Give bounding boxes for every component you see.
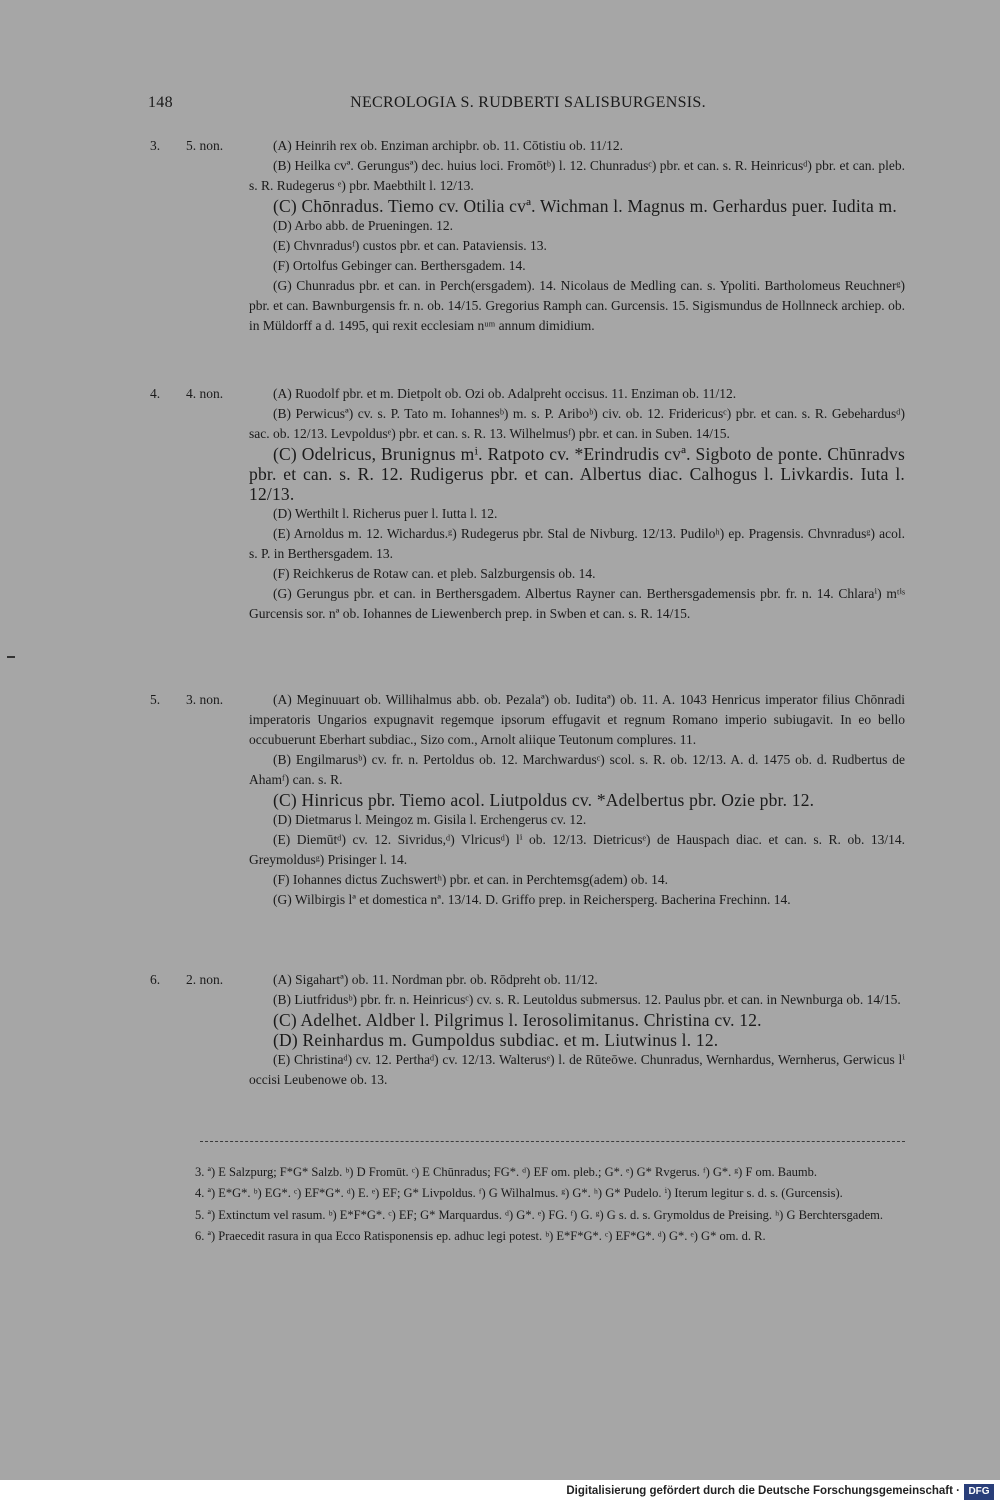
running-title: NECROLOGIA S. RUDBERTI SALISBURGENSIS. bbox=[350, 94, 706, 111]
entry-paragraph: (B) Perwicusª) cv. s. P. Tato m. Iohannesᵇ) m. s. P. Ariboᵇ) civ. ob. 12. Fridericusᶜ) pbr. et can. s. R. Gebehardusᵈ) sac. ob. 12/13. Levpoldusᵉ) pbr. et can. s. R. 13. Wilhelmusᶠ) pbr. et can. in Suben. 14/15. bbox=[249, 406, 905, 441]
entry-paragraph: (E) Chvnradusᶠ) custos pbr. et can. Pataviensis. 13. bbox=[273, 238, 547, 253]
entry-paragraph: (A) Sigahartª) ob. 11. Nordman pbr. ob. Rōdpreht ob. 11/12. bbox=[273, 972, 598, 987]
entry-number: 3. bbox=[150, 138, 161, 153]
funding-text: Digitalisierung gefördert durch die Deutsche Forschungsgemeinschaft · bbox=[566, 1485, 960, 1497]
entry-date: 2. non. bbox=[186, 972, 224, 987]
entry-date: 5. non. bbox=[186, 138, 224, 153]
entry-paragraph: (D) Arbo abb. de Prueningen. 12. bbox=[273, 218, 453, 233]
entry-paragraph: (G) Chunradus pbr. et can. in Perch(ersgadem). 14. Nicolaus de Medling can. s. Ypoliti. Bartholomeus Reuchnerᵍ) pbr. et can. Bawnburgensis fr. n. ob. 14/15. Gregorius Ramph can. Gurcensis. 15. Sigismundus de Hollnneck archiep. ob. in Müldorff a d. 1495, qui rexit ecclesiam nᵘᵐ annum dimidium. bbox=[249, 278, 905, 333]
footnotes bbox=[145, 1162, 907, 1247]
scan-artifact bbox=[7, 656, 15, 658]
entry-number: 4. bbox=[150, 386, 161, 401]
dfg-logo: DFG bbox=[964, 1484, 994, 1500]
entry-paragraph: (A) Meginuuart ob. Willihalmus abb. ob. Pezalaª) ob. Iuditaª) ob. 11. A. 1043 Henricus imperator filius Chōnradi imperatoris Ungarios expugnavit regemque ipsorum effugavit et regnum Romano imperio subiugavit. In eo bello occubuerunt Eberhart subdiac., Sizo com., Arnolt aliique Teutonum complures. 11. bbox=[249, 692, 905, 747]
entry-body bbox=[249, 690, 905, 910]
entry-body bbox=[249, 384, 905, 624]
entry-number: 5. bbox=[150, 692, 161, 707]
entry-paragraph: (B) Heilka cvª. Gerungusª) dec. huius loci. Fromōtᵇ) l. 12. Chunradusᶜ) pbr. et can. s. R. Heinricusᵈ) pbr. et can. pleb. s. R. Rudegerus ᵉ) pbr. Maebthilt l. 12/13. bbox=[249, 158, 905, 193]
entry-body bbox=[249, 136, 905, 336]
entry-paragraph: (F) Iohannes dictus Zuchswertʰ) pbr. et can. in Perchtemsg(adem) ob. 14. bbox=[273, 872, 668, 887]
entry-paragraph: (A) Heinrih rex ob. Enziman archipbr. ob. 11. Cōtistiu ob. 11/12. bbox=[273, 138, 623, 153]
entry-paragraph: (C) Chōnradus. Tiemo cv. Otilia cvª. Wichman l. Magnus m. Gerhardus puer. Iudita m. bbox=[273, 196, 897, 216]
entry-paragraph: (C) Odelricus, Brunignus mⁱ. Ratpoto cv. *Erindrudis cvª. Sigboto de ponte. Chūnradvs pbr. et can. s. R. 12. Rudigerus pbr. et can. Albertus diac. Calhogus l. Livkardis. Iuta l. 12/13. bbox=[249, 444, 905, 504]
entry-paragraph: (D) Dietmarus l. Meingoz m. Gisila l. Erchengerus cv. 12. bbox=[273, 812, 587, 827]
running-header bbox=[148, 94, 908, 114]
page-number: 148 bbox=[148, 94, 173, 111]
entry-number: 6. bbox=[150, 972, 161, 987]
entry-paragraph: (G) Gerungus pbr. et can. in Berthersgadem. Albertus Rayner can. Berthersgademensis pbr. fr. n. 14. Chlaraⁱ) mᵗⁱˢ Gurcensis sor. nª ob. Iohannes de Liewenberch prep. in Swben et can. s. R. 14/15. bbox=[249, 586, 905, 621]
footnote: 5. ª) Extinctum vel rasum. ᵇ) E*F*G*. ᶜ) EF; G* Marquardus. ᵈ) G*. ᵉ) FG. ᶠ) G. ᵍ) G s. d. s. Grymoldus de Preising. ʰ) G Berchtersgadem. bbox=[195, 1207, 883, 1222]
entry-paragraph: (B) Engilmarusᵇ) cv. fr. n. Pertoldus ob. 12. Marchwardusᶜ) scol. s. R. ob. 12/13. A. d. 1475 ob. d. Rudbertus de Ahamᶠ) can. s. R. bbox=[249, 752, 905, 787]
funding-footer bbox=[0, 1480, 1000, 1504]
entry-paragraph: (E) Diemūtᵈ) cv. 12. Sivridus,ᵈ) Vlricusᵈ) lⁱ ob. 12/13. Dietricusᵉ) de Hauspach diac. et can. s. R. ob. 13/14. Greymoldusᵍ) Prisinger l. 14. bbox=[249, 832, 905, 867]
entry-paragraph: (D) Werthilt l. Richerus puer l. Iutta l. 12. bbox=[273, 506, 498, 521]
entry-paragraph: (F) Ortolfus Gebinger can. Berthersgadem. 14. bbox=[273, 258, 526, 273]
footnote: 4. ª) E*G*. ᵇ) EG*. ᶜ) EF*G*. ᵈ) E. ᵉ) EF; G* Livpoldus. ᶠ) G Wilhalmus. ᵍ) G*. ʰ) G* Pudelo. ⁱ) Iterum legitur s. d. s. (Gurcensis). bbox=[195, 1186, 843, 1201]
entry-paragraph: (C) Hinricus pbr. Tiemo acol. Liutpoldus cv. *Adelbertus pbr. Ozie pbr. 12. bbox=[273, 790, 815, 810]
entry-date: 4. non. bbox=[186, 386, 224, 401]
entry-paragraph: (C) Adelhet. Aldber l. Pilgrimus l. Ierosolimitanus. Christina cv. 12. bbox=[273, 1010, 762, 1030]
entry-body bbox=[249, 970, 905, 1090]
entry-paragraph: (F) Reichkerus de Rotaw can. et pleb. Salzburgensis ob. 14. bbox=[273, 566, 596, 581]
footnote-separator bbox=[200, 1141, 905, 1142]
entry-paragraph: (E) Arnoldus m. 12. Wichardus.ᵍ) Rudegerus pbr. Stal de Nivburg. 12/13. Pudiloʰ) ep. Pragensis. Chvnradusᵍ) acol. s. P. in Berthersgadem. 13. bbox=[249, 526, 905, 561]
entry-paragraph: (B) Liutfridusᵇ) pbr. fr. n. Heinricusᶜ) cv. s. R. Leutoldus submersus. 12. Paulus pbr. et can. in Newnburga ob. 14/15. bbox=[273, 992, 901, 1007]
entry-paragraph: (E) Christinaᵈ) cv. 12. Perthaᵈ) cv. 12/13. Walterusᵉ) l. de Rūteōwe. Chunradus, Wernhardus, Wernherus, Gerwicus lⁱ occisi Leubenowe ob. 13. bbox=[249, 1052, 905, 1087]
entry-paragraph: (A) Ruodolf pbr. et m. Dietpolt ob. Ozi ob. Adalpreht occisus. 11. Enziman ob. 11/12. bbox=[273, 386, 737, 401]
footnote: 3. ª) E Salzpurg; F*G* Salzb. ᵇ) D Fromūt. ᶜ) E Chūnradus; FG*. ᵈ) EF om. pleb.; G*. ᵉ) G* Rvgerus. ᶠ) G*. ᵍ) F om. Baumb. bbox=[195, 1165, 817, 1179]
footnote: 6. ª) Praecedit rasura in qua Ecco Ratisponensis ep. adhuc legi potest. ᵇ) E*F*G*. ᶜ) EF*G*. ᵈ) G*. ᵉ) G* om. d. R. bbox=[195, 1228, 766, 1243]
entry-paragraph: (G) Wilbirgis lª et domestica nª. 13/14. D. Griffo prep. in Reichersperg. Bacherina Frechinn. 14. bbox=[273, 892, 791, 907]
entry-date: 3. non. bbox=[186, 692, 224, 707]
entry-paragraph: (D) Reinhardus m. Gumpoldus subdiac. et m. Liutwinus l. 12. bbox=[273, 1030, 719, 1050]
